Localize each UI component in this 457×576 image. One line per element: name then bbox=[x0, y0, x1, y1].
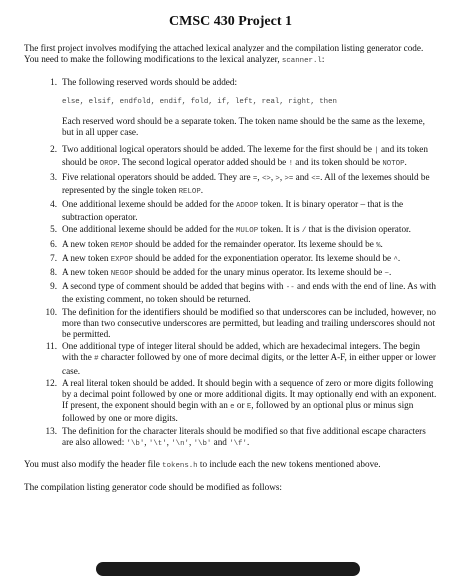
code-token: '\b' bbox=[193, 439, 212, 448]
code-token: EXPOP bbox=[110, 255, 133, 264]
list-item bbox=[24, 378, 437, 425]
item-number: 13 . bbox=[33, 426, 57, 437]
item-note: Each reserved word should be a separate token. The token name should be the same as the lexeme, but in all upper case. bbox=[62, 115, 425, 138]
list-item bbox=[24, 307, 437, 341]
list-item bbox=[24, 253, 437, 266]
item-text: , bbox=[166, 436, 172, 447]
reserved-words: else, elsif, endfold, endif, fold, if, left, real, right, then bbox=[62, 97, 337, 106]
item-text: . The second logical operator added should be bbox=[117, 157, 289, 168]
item-text: A real literal token should be added. It should begin with a sequence of zero or more digits following by a decimal point followed by one or more additional digits. It may optionally end with an exponent. If present, the exponent should begin with an bbox=[62, 377, 437, 411]
item-text: A new token bbox=[62, 252, 111, 263]
item-text: or bbox=[234, 400, 247, 411]
item-text: . bbox=[397, 252, 401, 263]
item-text: character followed by one of more decimal digits, or the letter A-F, in either upper or lower case. bbox=[62, 352, 436, 376]
item-number: 5 . bbox=[33, 224, 57, 235]
item-number: 11 . bbox=[33, 341, 57, 352]
item-text: . bbox=[388, 267, 392, 278]
intro-paragraph: The first project involves modifying the attached lexical analyzer and the compilation listing generator code. You need to make the following modifications to the lexical analyzer, scanner.l: bbox=[24, 43, 424, 66]
code-token: e bbox=[230, 403, 235, 412]
item-text: token. It is bbox=[258, 224, 302, 235]
item-text: and bbox=[211, 436, 230, 447]
item-text: . bbox=[404, 157, 407, 168]
code-token: | bbox=[374, 147, 379, 156]
code-token: ! bbox=[288, 160, 293, 169]
item-number: 4 . bbox=[33, 199, 57, 210]
viewer-toolbar[interactable] bbox=[96, 562, 360, 576]
filename-scanner: scanner.l bbox=[281, 57, 322, 66]
code-token: NEGOP bbox=[110, 270, 133, 279]
item-text: The definition for the character literals should be modified so that five additional escape characters are also allowed: bbox=[62, 425, 426, 447]
list-item bbox=[24, 341, 437, 377]
item-text: , bbox=[144, 436, 149, 447]
item-text: . bbox=[380, 238, 383, 249]
item-number: 2 . bbox=[33, 144, 57, 155]
code-token: <> bbox=[261, 174, 271, 183]
item-text: A new token bbox=[62, 238, 111, 249]
code-token: # bbox=[94, 355, 99, 364]
code-token: '\n' bbox=[171, 439, 189, 448]
item-text: should be added for the remainder operator. Its lexeme should be bbox=[132, 238, 377, 249]
item-text: The following reserved words should be added: bbox=[62, 77, 238, 88]
filename-tokens: tokens.h bbox=[162, 462, 198, 471]
code-token: NOTOP bbox=[382, 160, 405, 169]
item-number: 8 . bbox=[33, 267, 57, 278]
page-title: CMSC 430 Project 1 bbox=[169, 14, 292, 29]
item-text: token. It is binary operator – that is the subtraction operator. bbox=[62, 199, 404, 223]
item-text: . bbox=[200, 184, 204, 195]
list-item bbox=[24, 224, 437, 237]
list-item bbox=[24, 267, 437, 280]
code-token: ADDOP bbox=[236, 202, 259, 211]
item-text: and its token should be bbox=[62, 144, 428, 168]
item-text: , bbox=[257, 171, 262, 182]
code-token: ^ bbox=[393, 255, 398, 264]
item-text: and its token should be bbox=[293, 157, 383, 168]
code-token: = bbox=[252, 174, 258, 183]
code-token: '\t' bbox=[148, 439, 167, 448]
code-token: E bbox=[246, 403, 252, 412]
item-text: should be added for the exponentiation operator. Its lexeme should be bbox=[132, 252, 394, 263]
item-text: Five relational operators should be added. They are bbox=[62, 171, 253, 182]
item-text: Two additional logical operators should be added. The lexeme for the first should be bbox=[62, 144, 375, 155]
code-token: '\b' bbox=[126, 439, 145, 448]
item-number: 3 . bbox=[33, 172, 57, 183]
code-token: ~ bbox=[384, 270, 389, 279]
item-text: A new token bbox=[62, 267, 111, 278]
code-token: REMOP bbox=[110, 241, 133, 250]
item-text: that is the division operator. bbox=[306, 224, 411, 235]
item-number: 12 . bbox=[33, 378, 57, 389]
item-text: . All of the lexemes should be represented by the single token bbox=[62, 171, 430, 195]
code-token: '\f' bbox=[229, 439, 247, 448]
list-item bbox=[24, 199, 437, 223]
code-token: >= bbox=[284, 174, 294, 183]
code-token: MULOP bbox=[236, 227, 259, 236]
item-number: 9 . bbox=[33, 281, 57, 292]
item-text: One additional lexeme should be added for the bbox=[62, 224, 236, 235]
list-item bbox=[24, 172, 437, 198]
item-text: The definition for the identifiers should be modified so that underscores can be included, however, no more than two consecutive underscores are permitted, but leading and trailing underscores should not be permitted. bbox=[62, 306, 436, 340]
code-token: % bbox=[376, 241, 381, 250]
item-number: 7 . bbox=[33, 253, 57, 264]
item-text: , followed by an optional plus or minus sign followed by one or more digits. bbox=[62, 400, 414, 424]
code-token: / bbox=[301, 227, 307, 236]
closing-paragraph: The compilation listing generator code should be modified as follows: bbox=[24, 482, 282, 493]
item-text: One additional lexeme should be added for the bbox=[62, 199, 236, 210]
item-text: One additional type of integer literal should be added, which are hexadecimal integers. The begin with the bbox=[62, 341, 421, 363]
list-item bbox=[24, 426, 437, 450]
code-token: RELOP bbox=[178, 187, 201, 196]
list-item bbox=[24, 239, 437, 252]
code-token: > bbox=[275, 174, 280, 183]
item-text: . bbox=[246, 436, 250, 447]
list-item bbox=[24, 77, 437, 138]
code-token: <= bbox=[311, 174, 321, 183]
item-text: and bbox=[293, 171, 312, 182]
item-text: , bbox=[188, 436, 194, 447]
item-text: , bbox=[270, 171, 276, 182]
tokens-paragraph: You must also modify the header file tokens.h to include each the new tokens mentioned above. bbox=[24, 459, 381, 471]
item-text: , bbox=[279, 171, 285, 182]
item-number: 10 . bbox=[33, 307, 57, 318]
item-text: A second type of comment should be added that begins with bbox=[62, 281, 286, 292]
list-item bbox=[24, 144, 437, 170]
item-number: 1 . bbox=[33, 77, 57, 88]
list-item bbox=[24, 281, 437, 305]
item-number: 6 . bbox=[33, 239, 57, 250]
item-text: should be added for the unary minus operator. Its lexeme should be bbox=[132, 267, 385, 278]
requirements-list bbox=[24, 77, 437, 450]
code-token: -- bbox=[285, 284, 295, 293]
item-text: and ends with the end of line. As with the existing comment, no token should be returned. bbox=[62, 281, 437, 305]
code-token: OROP bbox=[99, 160, 118, 169]
